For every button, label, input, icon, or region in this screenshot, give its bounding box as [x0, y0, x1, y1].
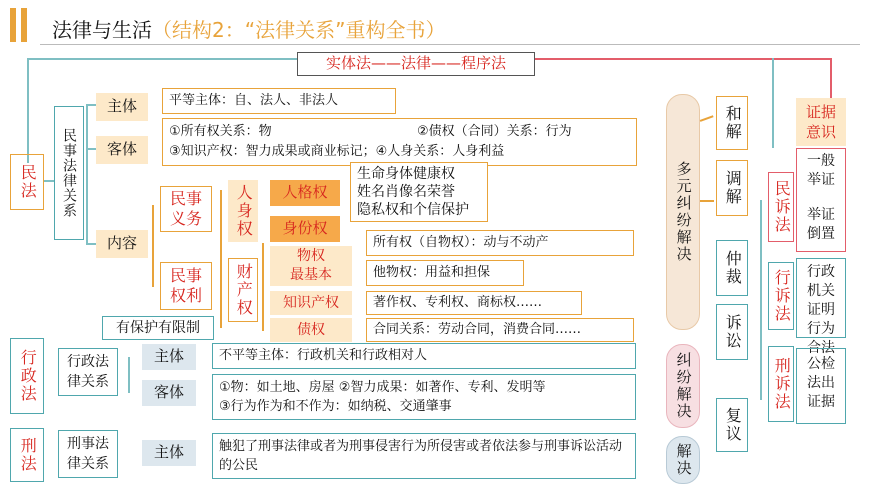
method-litigation: 诉讼 [716, 304, 748, 360]
civil-subject: 主体 [96, 93, 148, 121]
title-accent-bar [10, 8, 16, 42]
civil-object-desc [162, 118, 637, 166]
civil-litigation-desc-1: 一般举证 [807, 153, 835, 188]
civil-content: 内容 [96, 230, 148, 258]
method-arbitration: 仲裁 [716, 240, 748, 296]
civil-duty-text: 民事义务 [169, 189, 202, 228]
page-title [52, 14, 445, 43]
connector-rel-v [86, 104, 88, 244]
civil-object-row2: ③知识产权：智力成果或商业标记；④人身关系：人身利益 [169, 144, 505, 159]
personality-desc-1: 生命身体健康权 [357, 166, 455, 182]
connector-right-v [830, 58, 832, 98]
real-right-desc2: 他物权：用益和担保 [366, 260, 524, 286]
connector-top-right [535, 58, 830, 60]
connector-prop-v [262, 243, 264, 331]
civil-relation-box: 民事法律关系 [54, 106, 84, 240]
method-reconsideration: 复议 [716, 398, 748, 452]
connector-methods-2 [700, 200, 714, 202]
connector-rel-subj [86, 104, 96, 106]
civil-right [160, 262, 212, 310]
personality-desc [350, 162, 488, 222]
title-main: 法律与生活 [52, 18, 152, 42]
admin-litigation-text: 行政机关证明行为合法 [807, 264, 835, 356]
identity-right: 身份权 [270, 216, 340, 242]
personal-right: 人身权 [228, 180, 258, 242]
connector-right-v2 [772, 58, 774, 148]
criminal-litigation-desc [796, 348, 846, 424]
debt-right: 债权 [270, 318, 352, 342]
connector-methods-1 [700, 115, 714, 121]
civil-right-text: 民事权利 [169, 266, 202, 305]
connector-lit-v [760, 200, 762, 400]
criminal-subject-desc [212, 433, 636, 479]
civil-litigation-desc [796, 148, 846, 252]
civil-litigation-law: 民诉法 [768, 172, 794, 242]
civil-object-property: ①所有权关系：物 [169, 124, 272, 139]
real-right-title: 物权 [297, 248, 325, 264]
real-right [270, 246, 352, 286]
admin-relation-box [58, 348, 118, 396]
connector-left-v [27, 58, 29, 163]
dispute-solve: 纠纷解决 [666, 344, 700, 428]
admin-subject-desc: 不平等主体：行政机关和行政相对人 [212, 343, 636, 369]
solve-pill: 解决 [666, 436, 700, 484]
connector-civil [44, 180, 54, 182]
dispute-multi: 多元纠纷解决 [666, 94, 700, 330]
admin-relation-text: 行政法律关系 [67, 354, 109, 390]
personality-right: 人格权 [270, 180, 340, 206]
criminal-relation-box [58, 430, 118, 478]
top-banner: 实体法——法律——程序法 [297, 52, 535, 76]
admin-object-row2: ③行为作为和不作为：如纳税、交通肇事 [219, 399, 452, 414]
criminal-litigation-law: 刑诉法 [768, 346, 794, 422]
admin-law-label: 行政法 [10, 338, 44, 414]
civil-litigation-desc-2: 举证倒置 [807, 207, 835, 242]
criminal-subject: 主体 [142, 440, 196, 466]
admin-object-row1: ①物：如土地、房屋 ②智力成果：如著作、专利、发明等 [219, 380, 546, 395]
ip-desc: 著作权、专利权、商标权…… [366, 291, 582, 315]
personality-desc-3: 隐私权和个信保护 [357, 202, 469, 218]
connector-top-left [27, 58, 297, 60]
header-rule [40, 44, 860, 45]
connector-admin-v [128, 357, 130, 393]
civil-object: 客体 [96, 136, 148, 164]
personality-desc-2: 姓名肖像名荣誉 [357, 184, 455, 200]
civil-object-debt: ②债权（合同）关系：行为 [417, 124, 572, 139]
criminal-subject-text: 触犯了刑事法律或者为刑事侵害行为所侵害或者依法参与刑事诉讼活动的公民 [219, 439, 623, 473]
evidence-awareness [796, 98, 846, 146]
civil-object-row1 [169, 122, 630, 142]
real-right-desc1: 所有权（自物权）：动与不动产 [366, 230, 634, 256]
title-accent-bar-2 [21, 8, 27, 42]
civil-duty [160, 186, 212, 232]
connector-content-v [152, 205, 154, 287]
ip-right: 知识产权 [270, 291, 352, 315]
civil-subject-desc: 平等主体：自、法人、非法人 [162, 88, 396, 114]
civil-law-label: 民法 [10, 154, 44, 210]
debt-desc: 合同关系：劳动合同，消费合同…… [366, 318, 634, 342]
criminal-law-label: 刑法 [10, 428, 44, 482]
admin-object-desc [212, 374, 636, 420]
connector-right-v3 [220, 190, 222, 328]
connector-rel-cont [86, 243, 96, 245]
admin-object: 客体 [142, 380, 196, 406]
admin-litigation-desc [796, 258, 846, 356]
title-sub: （结构2：“法律关系”重构全书） [152, 18, 446, 42]
method-mediation: 调解 [716, 160, 748, 216]
method-conciliation: 和解 [716, 96, 748, 150]
admin-litigation-law: 行诉法 [768, 262, 794, 330]
admin-subject: 主体 [142, 344, 196, 370]
evidence-text: 证据意识 [805, 103, 836, 141]
criminal-litigation-text: 公检法出证据 [807, 356, 835, 410]
criminal-relation-text: 刑事法律关系 [67, 436, 109, 472]
property-right: 财产权 [228, 258, 258, 322]
real-right-note: 最基本 [290, 267, 332, 283]
limit-note: 有保护有限制 [102, 316, 214, 340]
connector-rel-obj [86, 148, 96, 150]
